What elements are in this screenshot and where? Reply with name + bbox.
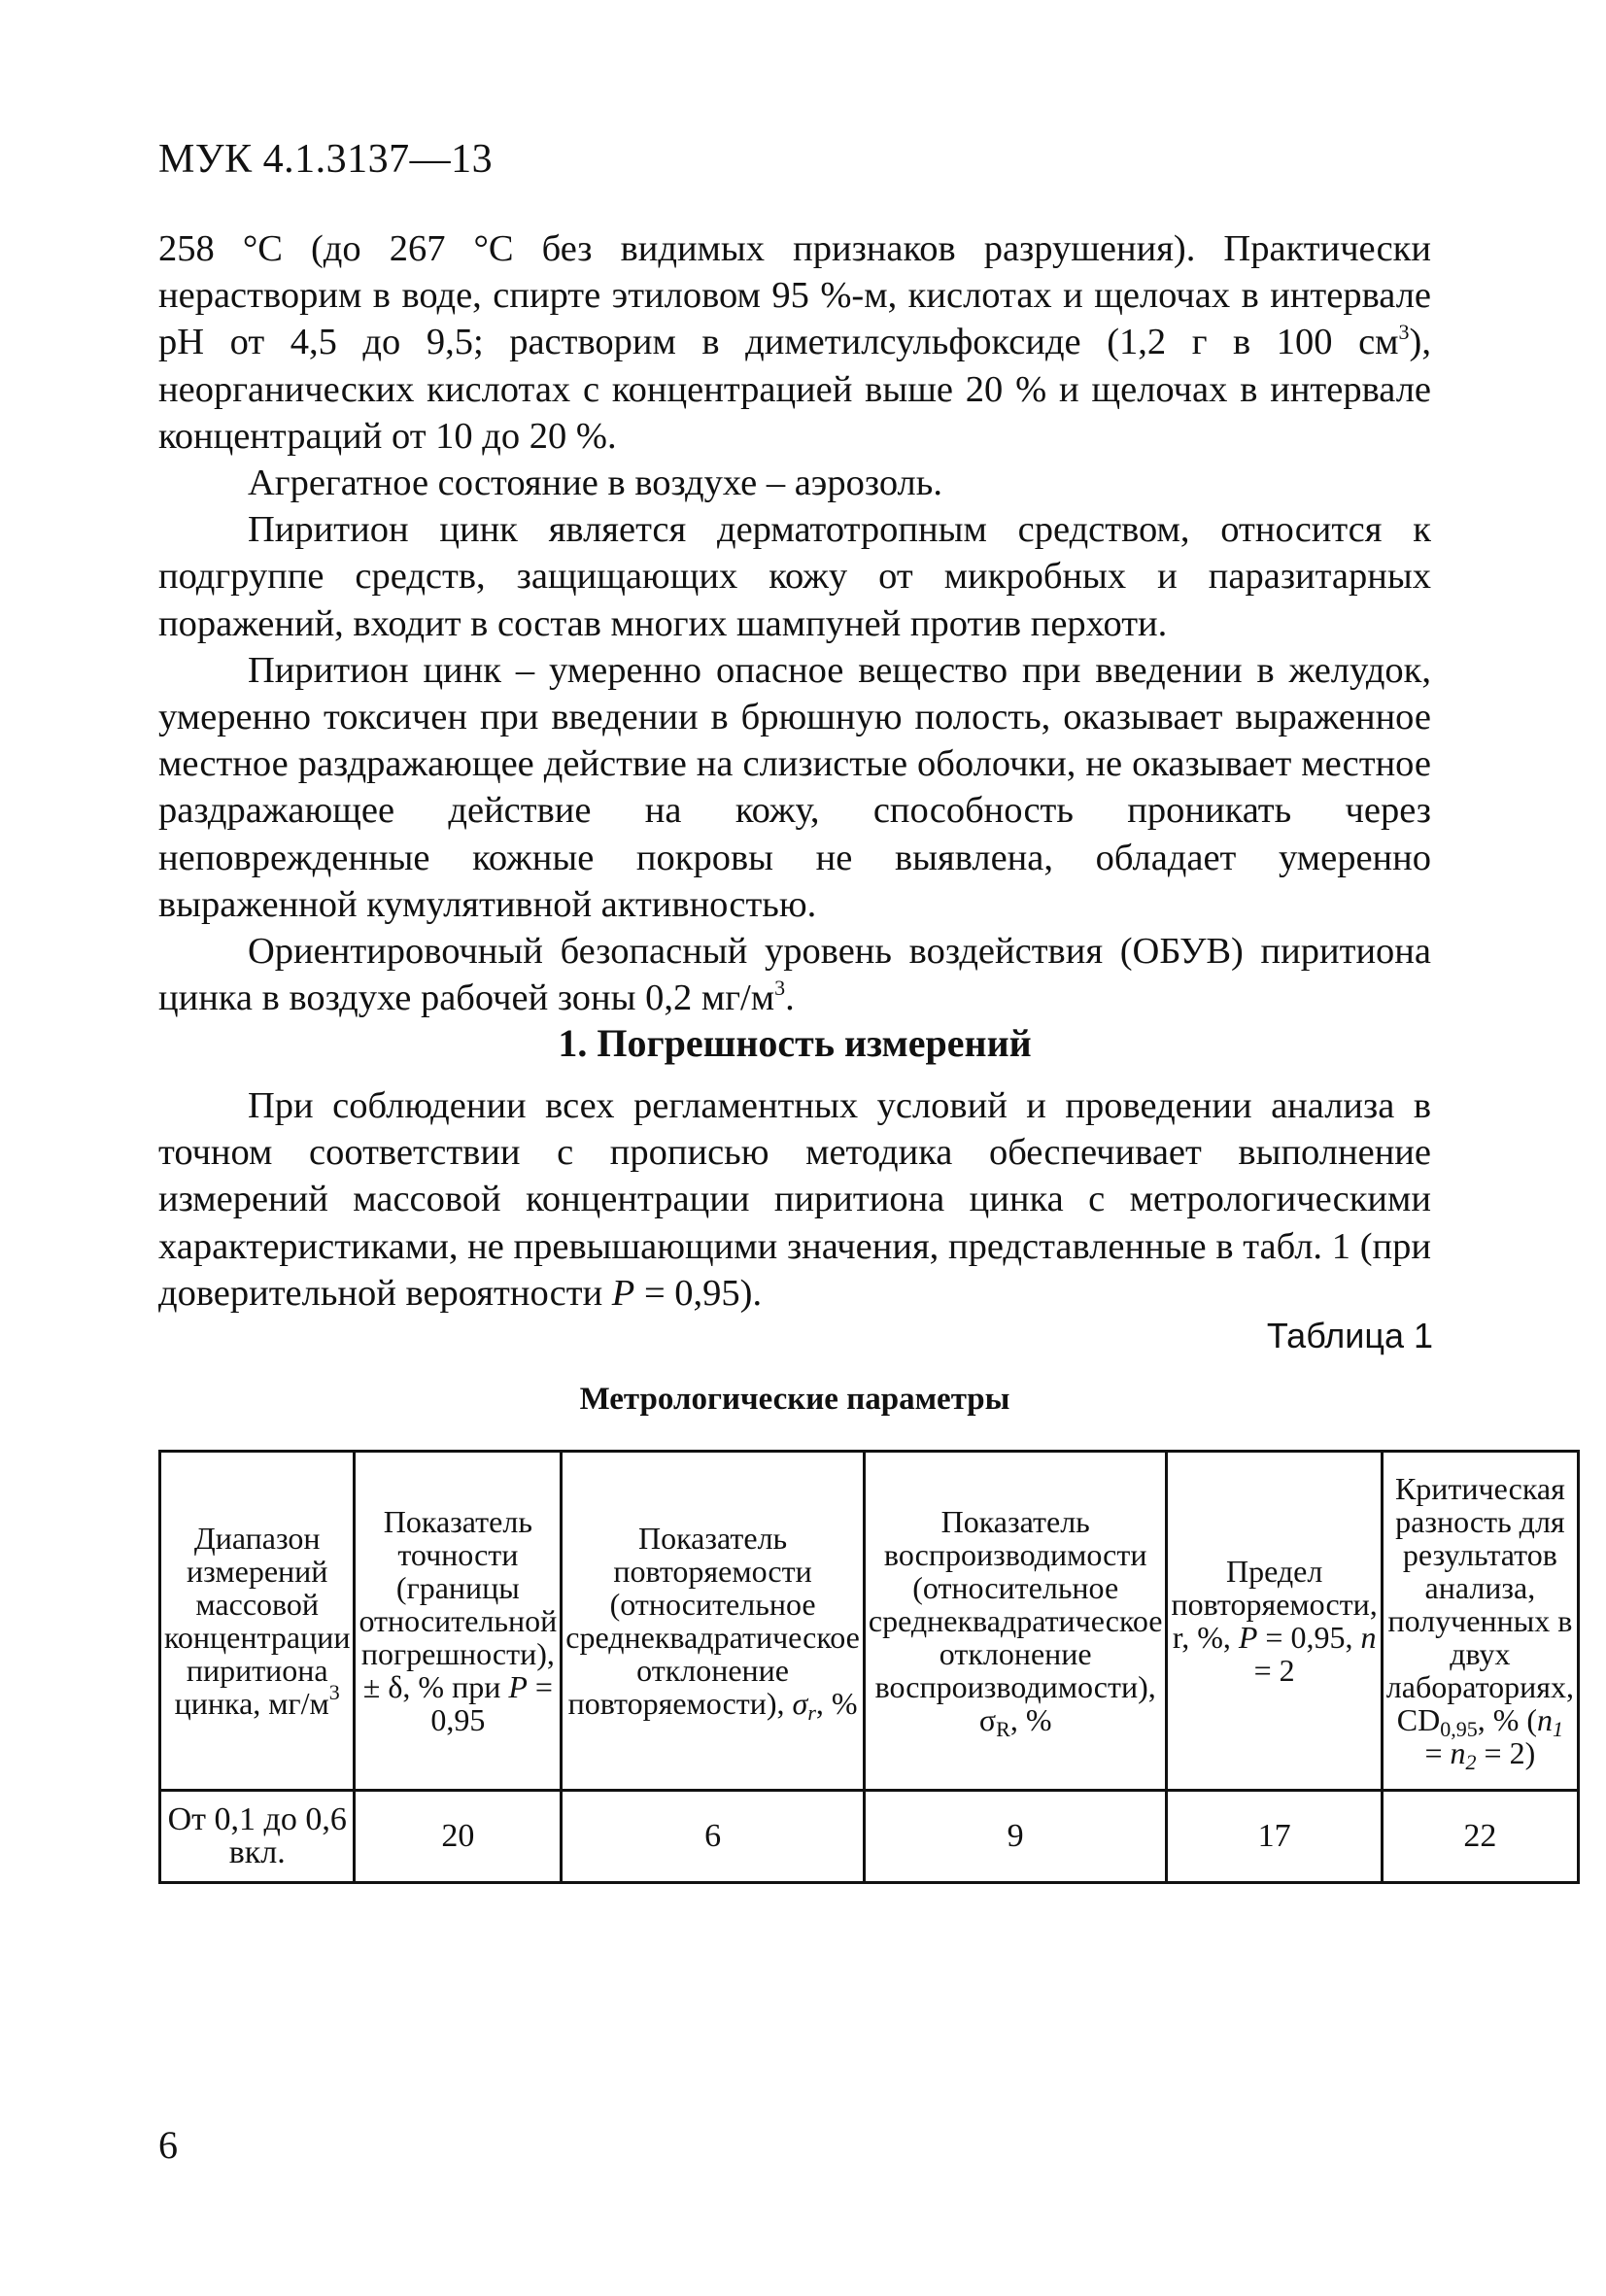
paragraph-aggregate-state: Агрегатное состояние в воздухе – аэрозоль. bbox=[248, 463, 942, 504]
table-title: Метрологические параметры bbox=[579, 1382, 1010, 1417]
page-number: 6 bbox=[158, 2123, 178, 2167]
section-text bbox=[158, 1082, 1431, 1317]
cell-reproducibility: 9 bbox=[864, 1791, 1167, 1883]
metrological-parameters-table bbox=[158, 1450, 1580, 1884]
paragraph-solubility: 258 °С (до 267 °С без видимых признаков разрушения). Практически нерастворим в воде, спирте этиловом 95 %-м, кислотах и щелочах в интервале рН от 4,5 до 9,5; растворим в диметилсульфоксиде (1,2 г в 100 $см^3$), неорганических кислотах с концентрацией выше 20 % и щелочах в интервале концентраций от 10 до 20 %. bbox=[158, 228, 1431, 457]
header-repeatability: Показатель повторяемости (относительное среднеквадратическое отклонение повторяемости), $\sigma_r$, % bbox=[562, 1452, 865, 1791]
cell-repeat-limit: 17 bbox=[1167, 1791, 1382, 1883]
header-critical-difference: Критическая разность для результатов анализа, полученных в двух лабораториях, $CD_{0,95}$, % $(n_1 = n_2 = 2)$ bbox=[1382, 1452, 1578, 1791]
table-number: Таблица 1 bbox=[1266, 1316, 1433, 1355]
cell-range: От 0,1 до 0,6 вкл. bbox=[160, 1791, 355, 1883]
header-repeat-limit: Предел повторяемости, r, %, P = 0,95, n = 2 bbox=[1167, 1452, 1382, 1791]
header-range: Диапазон измерений массовой концентрации пиритиона цинка, $мг/м^3$ bbox=[160, 1452, 355, 1791]
body-text bbox=[158, 225, 1431, 1021]
cell-repeatability: 6 bbox=[562, 1791, 865, 1883]
cell-accuracy: 20 bbox=[355, 1791, 562, 1883]
section-heading: 1. Погрешность измерений bbox=[558, 1021, 1032, 1065]
document-code: МУК 4.1.3137—13 bbox=[158, 137, 494, 182]
paragraph-toxicity: Пиритион цинк – умеренно опасное вещество при введении в желудок, умеренно токсичен при введении в брюшную полость, оказывает выраженное местное раздражающее действие на слизистые оболочки, не оказывает местное раздражающее действие на кожу, способность проникать через неповрежденные кожные покровы не выявлена, обладает умеренно выраженной кумулятивной активностью. bbox=[158, 649, 1431, 925]
paragraph-obuv: Ориентировочный безопасный уровень воздействия (ОБУВ) пиритиона цинка в воздухе рабочей зоны 0,2 $мг/м^3$. bbox=[158, 931, 1431, 1019]
header-reproducibility: Показатель воспроизводимости (относительное среднеквадратическое отклонение воспроизводимости), $\sigma_R$, % bbox=[864, 1452, 1167, 1791]
table-row bbox=[160, 1791, 1579, 1883]
cell-critical-difference: 22 bbox=[1382, 1791, 1578, 1883]
paragraph-measurement-error: При соблюдении всех регламентных условий и проведении анализа в точном соответствии с прописью методика обеспечивает выполнение измерений массовой концентрации пиритиона цинка с метрологическими характеристиками, не превышающими значения, представленные в табл. 1 (при доверительной вероятности P = 0,95). bbox=[158, 1085, 1431, 1314]
header-accuracy: Показатель точности (границы относительной погрешности), ± δ, % при P = 0,95 bbox=[355, 1452, 562, 1791]
paragraph-usage: Пиритион цинк является дерматотропным средством, относится к подгруппе средств, защищающих кожу от микробных и паразитарных поражений, входит в состав многих шампуней против перхоти. bbox=[158, 509, 1431, 644]
table-header-row bbox=[160, 1452, 1579, 1791]
